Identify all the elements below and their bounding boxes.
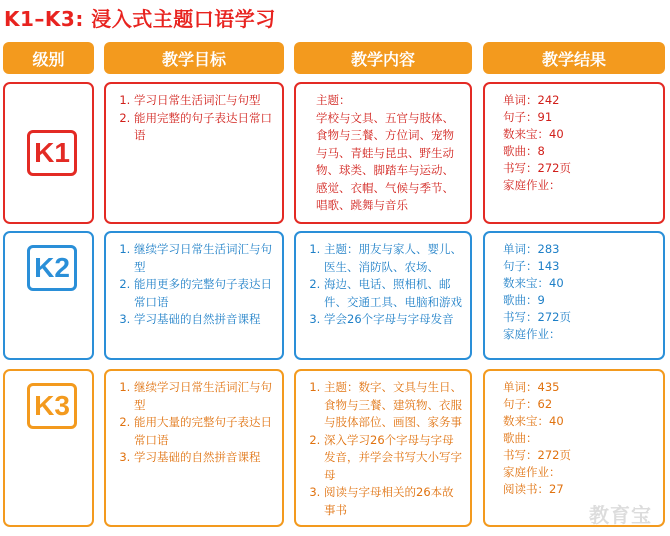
stat-line: 书写：272页 xyxy=(503,448,571,462)
goals-list-k1 xyxy=(106,92,282,145)
stat-line: 句子：62 xyxy=(503,397,553,411)
content-cell-k3 xyxy=(294,369,472,527)
stat-line: 单词：283 xyxy=(503,242,560,256)
stat-line: 歌曲： xyxy=(503,431,538,445)
level-badge-k3: K3 xyxy=(27,383,77,429)
stat-line: 单词：435 xyxy=(503,380,560,394)
header-goals: 教学目标 xyxy=(104,42,284,74)
level-cell-k3 xyxy=(3,369,94,527)
list-item: 1. 学习日常生活词汇与句型 xyxy=(134,92,276,110)
list-item: 1. 主题：数字、文具与生日、食物与三餐、建筑物、衣服与肢体部位、画图、家务事 xyxy=(324,379,464,432)
stat-line: 歌曲：8 xyxy=(503,144,545,158)
content-line: 物、球类、脚踏车与运动、 xyxy=(316,163,454,177)
stat-line: 歌曲：9 xyxy=(503,293,545,307)
results-list-k3 xyxy=(485,371,663,498)
stat-line: 书写：272页 xyxy=(503,310,571,324)
list-item: 2. 海边、电话、照相机、邮件、交通工具、电脑和游戏 xyxy=(324,276,464,311)
goals-cell-k1 xyxy=(104,82,284,224)
list-item: 3. 学会26个字母与字母发音 xyxy=(324,311,464,329)
stat-line: 数来宝：40 xyxy=(503,414,564,428)
stat-line: 家庭作业： xyxy=(503,327,561,341)
header-level: 级别 xyxy=(3,42,94,74)
list-item: 2. 能用更多的完整句子表达日常口语 xyxy=(134,276,276,311)
header-results: 教学结果 xyxy=(483,42,665,74)
list-item: 2. 能用大量的完整句子表达日常口语 xyxy=(134,414,276,449)
content-cell-k2 xyxy=(294,231,472,360)
stat-line: 数来宝：40 xyxy=(503,276,564,290)
goals-cell-k2 xyxy=(104,231,284,360)
list-item: 2. 能用完整的句子表达日常口语 xyxy=(134,110,276,145)
content-line: 学校与文具、五官与肢体、 xyxy=(316,110,454,125)
content-cell-k1 xyxy=(294,82,472,224)
results-cell-k1 xyxy=(483,82,665,224)
stat-line: 家庭作业： xyxy=(503,465,561,479)
results-list-k2 xyxy=(485,233,663,343)
goals-list-k2 xyxy=(106,241,282,329)
level-cell-k2 xyxy=(3,231,94,360)
level-cell-k1 xyxy=(3,82,94,224)
results-list-k1 xyxy=(485,84,663,194)
stat-line: 家庭作业： xyxy=(503,178,561,192)
stat-line: 书写：272页 xyxy=(503,161,571,175)
stat-line: 句子：143 xyxy=(503,259,560,273)
watermark-logo: 教育宝 xyxy=(589,503,652,527)
stat-line: 数来宝：40 xyxy=(503,127,564,141)
header-content: 教学内容 xyxy=(294,42,472,74)
content-list-k2 xyxy=(296,241,470,329)
content-line: 食物与三餐、方位词、宠物 xyxy=(316,128,454,142)
list-item: 3. 阅读与字母相关的26本故事书 xyxy=(324,484,464,519)
content-line: 主题： xyxy=(316,93,351,107)
level-badge-k2: K2 xyxy=(27,245,77,291)
stat-line: 句子：91 xyxy=(503,110,553,124)
goals-cell-k3 xyxy=(104,369,284,527)
list-item: 3. 学习基础的自然拼音课程 xyxy=(134,449,276,467)
goals-list-k3 xyxy=(106,379,282,467)
content-line: 感觉、衣帽、气候与季节、 xyxy=(316,180,454,195)
level-badge-k1: K1 xyxy=(27,130,77,176)
content-line: 唱歌、跳舞与音乐 xyxy=(316,198,408,212)
stat-line: 阅读书：27 xyxy=(503,482,564,496)
results-cell-k2 xyxy=(483,231,665,360)
list-item: 1. 继续学习日常生活词汇与句型 xyxy=(134,241,276,276)
content-text-k1 xyxy=(296,84,470,215)
list-item: 2. 深入学习26个字母与字母发音，并学会书写大小写字母 xyxy=(324,432,464,485)
list-item: 1. 主题：朋友与家人、婴儿、医生、消防队、农场、 xyxy=(324,241,464,276)
content-list-k3 xyxy=(296,379,470,519)
list-item: 3. 学习基础的自然拼音课程 xyxy=(134,311,276,329)
list-item: 1. 继续学习日常生活词汇与句型 xyxy=(134,379,276,414)
stat-line: 单词：242 xyxy=(503,93,560,107)
content-line: 与马、青蛙与昆虫、野生动 xyxy=(316,145,454,160)
page-title: K1–K3: 浸入式主题口语学习 xyxy=(4,7,276,31)
